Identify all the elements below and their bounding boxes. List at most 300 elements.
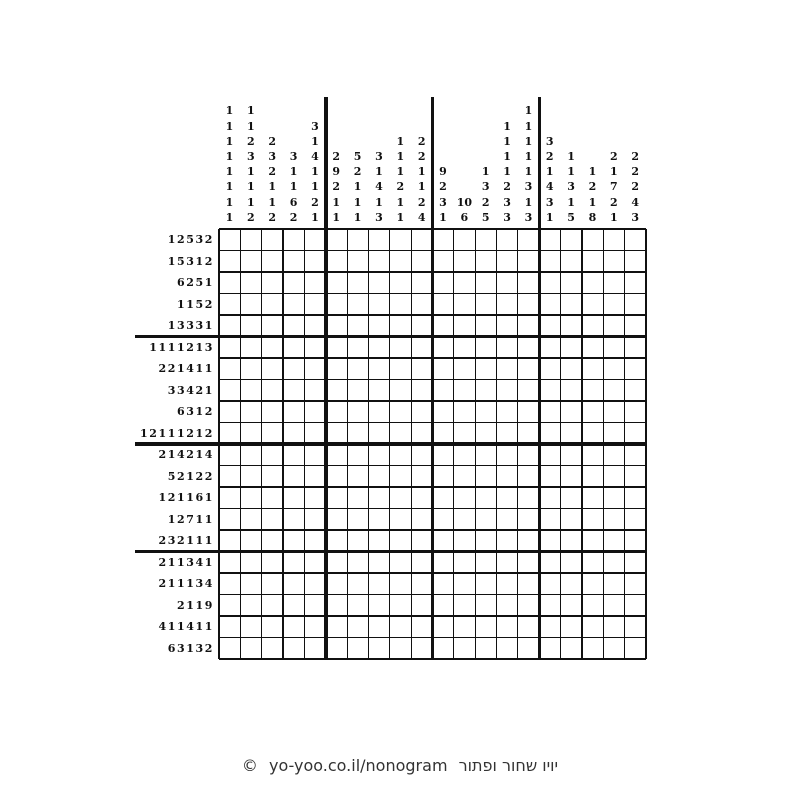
grid-cell[interactable] bbox=[347, 423, 368, 445]
grid-cell[interactable] bbox=[390, 423, 411, 445]
grid-cell[interactable] bbox=[433, 272, 454, 294]
grid-cell[interactable] bbox=[368, 487, 389, 509]
grid-cell[interactable] bbox=[283, 530, 304, 552]
grid-cell[interactable] bbox=[582, 595, 603, 617]
grid-cell[interactable] bbox=[539, 509, 560, 531]
grid-cell[interactable] bbox=[625, 272, 646, 294]
grid-cell[interactable] bbox=[411, 466, 432, 488]
grid-cell[interactable] bbox=[390, 444, 411, 466]
grid-cell[interactable] bbox=[240, 616, 261, 638]
grid-cell[interactable] bbox=[347, 380, 368, 402]
grid-cell[interactable] bbox=[454, 487, 475, 509]
grid-cell[interactable] bbox=[475, 595, 496, 617]
grid-cell[interactable] bbox=[240, 380, 261, 402]
grid-cell[interactable] bbox=[262, 638, 283, 660]
grid-cell[interactable] bbox=[433, 616, 454, 638]
grid-cell[interactable] bbox=[411, 616, 432, 638]
grid-cell[interactable] bbox=[433, 358, 454, 380]
grid-cell[interactable] bbox=[561, 229, 582, 251]
grid-cell[interactable] bbox=[625, 423, 646, 445]
grid-cell[interactable] bbox=[454, 272, 475, 294]
grid-cell[interactable] bbox=[347, 401, 368, 423]
grid-cell[interactable] bbox=[304, 530, 325, 552]
grid-cell[interactable] bbox=[518, 315, 539, 337]
grid-cell[interactable] bbox=[219, 552, 240, 574]
grid-cell[interactable] bbox=[539, 294, 560, 316]
grid-cell[interactable] bbox=[304, 358, 325, 380]
grid-cell[interactable] bbox=[262, 401, 283, 423]
grid-cell[interactable] bbox=[240, 337, 261, 359]
grid-cell[interactable] bbox=[347, 616, 368, 638]
grid-cell[interactable] bbox=[347, 552, 368, 574]
grid-cell[interactable] bbox=[283, 595, 304, 617]
grid-cell[interactable] bbox=[411, 638, 432, 660]
grid-cell[interactable] bbox=[347, 487, 368, 509]
grid-cell[interactable] bbox=[304, 401, 325, 423]
grid-cell[interactable] bbox=[582, 251, 603, 273]
grid-cell[interactable] bbox=[625, 315, 646, 337]
grid-cell[interactable] bbox=[368, 616, 389, 638]
grid-cell[interactable] bbox=[283, 552, 304, 574]
grid-cell[interactable] bbox=[326, 530, 347, 552]
grid-cell[interactable] bbox=[497, 251, 518, 273]
grid-cell[interactable] bbox=[433, 337, 454, 359]
grid-cell[interactable] bbox=[240, 509, 261, 531]
grid-cell[interactable] bbox=[603, 251, 624, 273]
grid-cell[interactable] bbox=[497, 595, 518, 617]
grid-cell[interactable] bbox=[262, 573, 283, 595]
grid-cell[interactable] bbox=[283, 358, 304, 380]
grid-cell[interactable] bbox=[475, 466, 496, 488]
grid-cell[interactable] bbox=[219, 380, 240, 402]
grid-cell[interactable] bbox=[497, 573, 518, 595]
grid-cell[interactable] bbox=[240, 358, 261, 380]
grid-cell[interactable] bbox=[368, 530, 389, 552]
grid-cell[interactable] bbox=[262, 616, 283, 638]
grid-cell[interactable] bbox=[390, 401, 411, 423]
grid-cell[interactable] bbox=[625, 251, 646, 273]
grid-cell[interactable] bbox=[475, 229, 496, 251]
grid-cell[interactable] bbox=[262, 294, 283, 316]
grid-cell[interactable] bbox=[539, 444, 560, 466]
grid-cell[interactable] bbox=[518, 380, 539, 402]
grid-cell[interactable] bbox=[368, 337, 389, 359]
grid-cell[interactable] bbox=[219, 315, 240, 337]
grid-cell[interactable] bbox=[326, 509, 347, 531]
grid-cell[interactable] bbox=[625, 616, 646, 638]
grid-cell[interactable] bbox=[561, 444, 582, 466]
grid-cell[interactable] bbox=[283, 573, 304, 595]
grid-cell[interactable] bbox=[283, 380, 304, 402]
grid-cell[interactable] bbox=[625, 466, 646, 488]
grid-cell[interactable] bbox=[582, 423, 603, 445]
grid-cell[interactable] bbox=[347, 530, 368, 552]
grid-cell[interactable] bbox=[368, 251, 389, 273]
grid-cell[interactable] bbox=[539, 315, 560, 337]
grid-cell[interactable] bbox=[411, 530, 432, 552]
grid-cell[interactable] bbox=[518, 487, 539, 509]
grid-cell[interactable] bbox=[368, 358, 389, 380]
grid-cell[interactable] bbox=[539, 358, 560, 380]
grid-cell[interactable] bbox=[625, 530, 646, 552]
grid-cell[interactable] bbox=[262, 595, 283, 617]
grid-cell[interactable] bbox=[326, 229, 347, 251]
grid-cell[interactable] bbox=[411, 595, 432, 617]
grid-cell[interactable] bbox=[625, 229, 646, 251]
grid-cell[interactable] bbox=[347, 251, 368, 273]
grid-cell[interactable] bbox=[497, 315, 518, 337]
grid-cell[interactable] bbox=[625, 573, 646, 595]
grid-cell[interactable] bbox=[411, 487, 432, 509]
grid-cell[interactable] bbox=[539, 530, 560, 552]
grid-cell[interactable] bbox=[454, 466, 475, 488]
grid-cell[interactable] bbox=[582, 229, 603, 251]
grid-cell[interactable] bbox=[454, 638, 475, 660]
grid-cell[interactable] bbox=[497, 444, 518, 466]
grid-cell[interactable] bbox=[347, 573, 368, 595]
grid-cell[interactable] bbox=[304, 552, 325, 574]
grid-cell[interactable] bbox=[240, 638, 261, 660]
grid-cell[interactable] bbox=[518, 251, 539, 273]
grid-cell[interactable] bbox=[390, 229, 411, 251]
grid-cell[interactable] bbox=[561, 272, 582, 294]
grid-cell[interactable] bbox=[240, 573, 261, 595]
grid-cell[interactable] bbox=[240, 595, 261, 617]
grid-cell[interactable] bbox=[433, 487, 454, 509]
grid-cell[interactable] bbox=[497, 616, 518, 638]
grid-cell[interactable] bbox=[219, 337, 240, 359]
grid-cell[interactable] bbox=[518, 358, 539, 380]
grid-cell[interactable] bbox=[326, 251, 347, 273]
grid-cell[interactable] bbox=[475, 337, 496, 359]
grid-cell[interactable] bbox=[219, 272, 240, 294]
grid-cell[interactable] bbox=[518, 638, 539, 660]
grid-cell[interactable] bbox=[454, 251, 475, 273]
grid-cell[interactable] bbox=[262, 272, 283, 294]
grid-cell[interactable] bbox=[283, 294, 304, 316]
grid-cell[interactable] bbox=[240, 401, 261, 423]
grid-cell[interactable] bbox=[475, 380, 496, 402]
grid-cell[interactable] bbox=[390, 315, 411, 337]
grid-cell[interactable] bbox=[454, 444, 475, 466]
grid-cell[interactable] bbox=[539, 595, 560, 617]
grid-cell[interactable] bbox=[454, 315, 475, 337]
grid-cell[interactable] bbox=[283, 487, 304, 509]
grid-cell[interactable] bbox=[582, 616, 603, 638]
grid-cell[interactable] bbox=[625, 337, 646, 359]
grid-cell[interactable] bbox=[518, 552, 539, 574]
grid-cell[interactable] bbox=[625, 358, 646, 380]
grid-cell[interactable] bbox=[347, 337, 368, 359]
grid-cell[interactable] bbox=[625, 401, 646, 423]
grid-cell[interactable] bbox=[326, 337, 347, 359]
grid-cell[interactable] bbox=[326, 380, 347, 402]
grid-cell[interactable] bbox=[368, 466, 389, 488]
grid-cell[interactable] bbox=[518, 444, 539, 466]
grid-cell[interactable] bbox=[497, 380, 518, 402]
grid-cell[interactable] bbox=[433, 638, 454, 660]
grid-cell[interactable] bbox=[539, 251, 560, 273]
grid-cell[interactable] bbox=[304, 444, 325, 466]
grid-cell[interactable] bbox=[475, 616, 496, 638]
grid-cell[interactable] bbox=[368, 380, 389, 402]
grid-cell[interactable] bbox=[283, 423, 304, 445]
grid-cell[interactable] bbox=[390, 530, 411, 552]
grid-cell[interactable] bbox=[283, 638, 304, 660]
grid-cell[interactable] bbox=[539, 616, 560, 638]
grid-cell[interactable] bbox=[497, 401, 518, 423]
grid-cell[interactable] bbox=[368, 638, 389, 660]
grid-cell[interactable] bbox=[582, 315, 603, 337]
grid-cell[interactable] bbox=[411, 401, 432, 423]
grid-cell[interactable] bbox=[518, 616, 539, 638]
grid-cell[interactable] bbox=[497, 337, 518, 359]
grid-cell[interactable] bbox=[219, 423, 240, 445]
grid-cell[interactable] bbox=[582, 466, 603, 488]
grid-cell[interactable] bbox=[539, 401, 560, 423]
grid-cell[interactable] bbox=[454, 380, 475, 402]
grid-cell[interactable] bbox=[304, 294, 325, 316]
grid-cell[interactable] bbox=[304, 251, 325, 273]
grid-cell[interactable] bbox=[240, 251, 261, 273]
grid-cell[interactable] bbox=[603, 380, 624, 402]
grid-cell[interactable] bbox=[454, 595, 475, 617]
grid-cell[interactable] bbox=[433, 552, 454, 574]
grid-cell[interactable] bbox=[539, 337, 560, 359]
grid-cell[interactable] bbox=[368, 595, 389, 617]
grid-cell[interactable] bbox=[262, 552, 283, 574]
grid-cell[interactable] bbox=[454, 401, 475, 423]
grid-cell[interactable] bbox=[497, 358, 518, 380]
grid-cell[interactable] bbox=[390, 638, 411, 660]
grid-cell[interactable] bbox=[625, 294, 646, 316]
grid-cell[interactable] bbox=[326, 616, 347, 638]
grid-cell[interactable] bbox=[539, 487, 560, 509]
grid-cell[interactable] bbox=[304, 487, 325, 509]
grid-cell[interactable] bbox=[326, 444, 347, 466]
grid-cell[interactable] bbox=[582, 358, 603, 380]
grid-cell[interactable] bbox=[539, 466, 560, 488]
grid-cell[interactable] bbox=[561, 595, 582, 617]
grid-cell[interactable] bbox=[368, 294, 389, 316]
grid-cell[interactable] bbox=[390, 358, 411, 380]
grid-cell[interactable] bbox=[390, 616, 411, 638]
grid-cell[interactable] bbox=[561, 466, 582, 488]
grid-cell[interactable] bbox=[304, 229, 325, 251]
grid-cell[interactable] bbox=[561, 573, 582, 595]
grid-cell[interactable] bbox=[219, 530, 240, 552]
grid-cell[interactable] bbox=[603, 595, 624, 617]
grid-cell[interactable] bbox=[219, 229, 240, 251]
grid-cell[interactable] bbox=[518, 509, 539, 531]
grid-cell[interactable] bbox=[603, 466, 624, 488]
grid-cell[interactable] bbox=[497, 552, 518, 574]
grid-cell[interactable] bbox=[625, 638, 646, 660]
grid-cell[interactable] bbox=[433, 315, 454, 337]
grid-cell[interactable] bbox=[582, 294, 603, 316]
grid-cell[interactable] bbox=[390, 294, 411, 316]
grid-cell[interactable] bbox=[304, 337, 325, 359]
grid-cell[interactable] bbox=[582, 444, 603, 466]
grid-cell[interactable] bbox=[411, 251, 432, 273]
grid-cell[interactable] bbox=[539, 638, 560, 660]
grid-cell[interactable] bbox=[390, 380, 411, 402]
grid-cell[interactable] bbox=[582, 337, 603, 359]
grid-cell[interactable] bbox=[283, 444, 304, 466]
grid-cell[interactable] bbox=[411, 444, 432, 466]
grid-cell[interactable] bbox=[411, 294, 432, 316]
grid-cell[interactable] bbox=[561, 358, 582, 380]
grid-cell[interactable] bbox=[326, 401, 347, 423]
grid-cell[interactable] bbox=[603, 358, 624, 380]
grid-cell[interactable] bbox=[347, 272, 368, 294]
grid-cell[interactable] bbox=[518, 423, 539, 445]
grid-cell[interactable] bbox=[262, 487, 283, 509]
grid-cell[interactable] bbox=[433, 401, 454, 423]
grid-cell[interactable] bbox=[347, 509, 368, 531]
grid-cell[interactable] bbox=[561, 530, 582, 552]
grid-cell[interactable] bbox=[497, 509, 518, 531]
grid-cell[interactable] bbox=[347, 466, 368, 488]
grid-cell[interactable] bbox=[283, 251, 304, 273]
grid-cell[interactable] bbox=[475, 315, 496, 337]
grid-cell[interactable] bbox=[411, 509, 432, 531]
grid-cell[interactable] bbox=[283, 401, 304, 423]
grid-cell[interactable] bbox=[454, 423, 475, 445]
grid-cell[interactable] bbox=[240, 272, 261, 294]
grid-cell[interactable] bbox=[454, 530, 475, 552]
grid-cell[interactable] bbox=[603, 444, 624, 466]
grid-cell[interactable] bbox=[411, 358, 432, 380]
grid-cell[interactable] bbox=[240, 423, 261, 445]
grid-cell[interactable] bbox=[219, 358, 240, 380]
grid-cell[interactable] bbox=[411, 229, 432, 251]
grid-cell[interactable] bbox=[326, 573, 347, 595]
grid-cell[interactable] bbox=[603, 638, 624, 660]
grid-cell[interactable] bbox=[347, 358, 368, 380]
grid-cell[interactable] bbox=[539, 552, 560, 574]
grid-cell[interactable] bbox=[219, 487, 240, 509]
grid-cell[interactable] bbox=[539, 272, 560, 294]
grid-cell[interactable] bbox=[368, 573, 389, 595]
grid-cell[interactable] bbox=[411, 272, 432, 294]
grid-cell[interactable] bbox=[240, 552, 261, 574]
grid-cell[interactable] bbox=[283, 616, 304, 638]
grid-cell[interactable] bbox=[304, 423, 325, 445]
grid-cell[interactable] bbox=[304, 509, 325, 531]
grid-cell[interactable] bbox=[326, 358, 347, 380]
grid-cell[interactable] bbox=[518, 272, 539, 294]
grid-cell[interactable] bbox=[454, 616, 475, 638]
grid-cell[interactable] bbox=[561, 552, 582, 574]
grid-cell[interactable] bbox=[582, 487, 603, 509]
grid-cell[interactable] bbox=[368, 401, 389, 423]
grid-cell[interactable] bbox=[561, 380, 582, 402]
grid-cell[interactable] bbox=[433, 530, 454, 552]
grid-cell[interactable] bbox=[304, 616, 325, 638]
grid-cell[interactable] bbox=[497, 487, 518, 509]
grid-cell[interactable] bbox=[475, 530, 496, 552]
grid-cell[interactable] bbox=[625, 380, 646, 402]
grid-cell[interactable] bbox=[262, 380, 283, 402]
grid-cell[interactable] bbox=[454, 573, 475, 595]
grid-cell[interactable] bbox=[411, 552, 432, 574]
grid-cell[interactable] bbox=[390, 337, 411, 359]
grid-cell[interactable] bbox=[433, 423, 454, 445]
grid-cell[interactable] bbox=[262, 423, 283, 445]
grid-cell[interactable] bbox=[561, 423, 582, 445]
grid-cell[interactable] bbox=[262, 251, 283, 273]
grid-cell[interactable] bbox=[475, 294, 496, 316]
grid-cell[interactable] bbox=[433, 251, 454, 273]
grid-cell[interactable] bbox=[304, 595, 325, 617]
grid-cell[interactable] bbox=[368, 229, 389, 251]
grid-cell[interactable] bbox=[518, 530, 539, 552]
grid-cell[interactable] bbox=[262, 337, 283, 359]
grid-cell[interactable] bbox=[304, 638, 325, 660]
grid-cell[interactable] bbox=[561, 509, 582, 531]
grid-cell[interactable] bbox=[518, 573, 539, 595]
grid-cell[interactable] bbox=[368, 315, 389, 337]
grid-cell[interactable] bbox=[497, 466, 518, 488]
grid-cell[interactable] bbox=[433, 444, 454, 466]
grid-cell[interactable] bbox=[603, 315, 624, 337]
grid-cell[interactable] bbox=[475, 272, 496, 294]
grid-cell[interactable] bbox=[433, 380, 454, 402]
grid-cell[interactable] bbox=[518, 294, 539, 316]
grid-cell[interactable] bbox=[304, 573, 325, 595]
grid-cell[interactable] bbox=[497, 638, 518, 660]
grid-cell[interactable] bbox=[603, 616, 624, 638]
grid-cell[interactable] bbox=[390, 251, 411, 273]
grid-cell[interactable] bbox=[475, 509, 496, 531]
grid-cell[interactable] bbox=[561, 638, 582, 660]
grid-cell[interactable] bbox=[240, 229, 261, 251]
grid-cell[interactable] bbox=[219, 444, 240, 466]
grid-cell[interactable] bbox=[582, 573, 603, 595]
grid-cell[interactable] bbox=[368, 423, 389, 445]
grid-cell[interactable] bbox=[518, 401, 539, 423]
grid-cell[interactable] bbox=[368, 552, 389, 574]
grid-cell[interactable] bbox=[326, 552, 347, 574]
grid-cell[interactable] bbox=[539, 229, 560, 251]
grid-cell[interactable] bbox=[283, 509, 304, 531]
grid-cell[interactable] bbox=[475, 444, 496, 466]
grid-cell[interactable] bbox=[411, 380, 432, 402]
grid-cell[interactable] bbox=[262, 444, 283, 466]
grid-cell[interactable] bbox=[283, 272, 304, 294]
grid-cell[interactable] bbox=[304, 466, 325, 488]
grid-cell[interactable] bbox=[433, 595, 454, 617]
grid-cell[interactable] bbox=[539, 380, 560, 402]
grid-cell[interactable] bbox=[603, 272, 624, 294]
grid-cell[interactable] bbox=[390, 466, 411, 488]
grid-cell[interactable] bbox=[475, 251, 496, 273]
grid-cell[interactable] bbox=[561, 315, 582, 337]
grid-cell[interactable] bbox=[433, 573, 454, 595]
grid-cell[interactable] bbox=[561, 487, 582, 509]
grid-cell[interactable] bbox=[539, 573, 560, 595]
grid-cell[interactable] bbox=[433, 509, 454, 531]
grid-cell[interactable] bbox=[262, 530, 283, 552]
grid-cell[interactable] bbox=[433, 229, 454, 251]
grid-cell[interactable] bbox=[326, 272, 347, 294]
grid-cell[interactable] bbox=[304, 380, 325, 402]
grid-cell[interactable] bbox=[347, 229, 368, 251]
grid-cell[interactable] bbox=[262, 358, 283, 380]
grid-cell[interactable] bbox=[219, 466, 240, 488]
grid-cell[interactable] bbox=[475, 552, 496, 574]
